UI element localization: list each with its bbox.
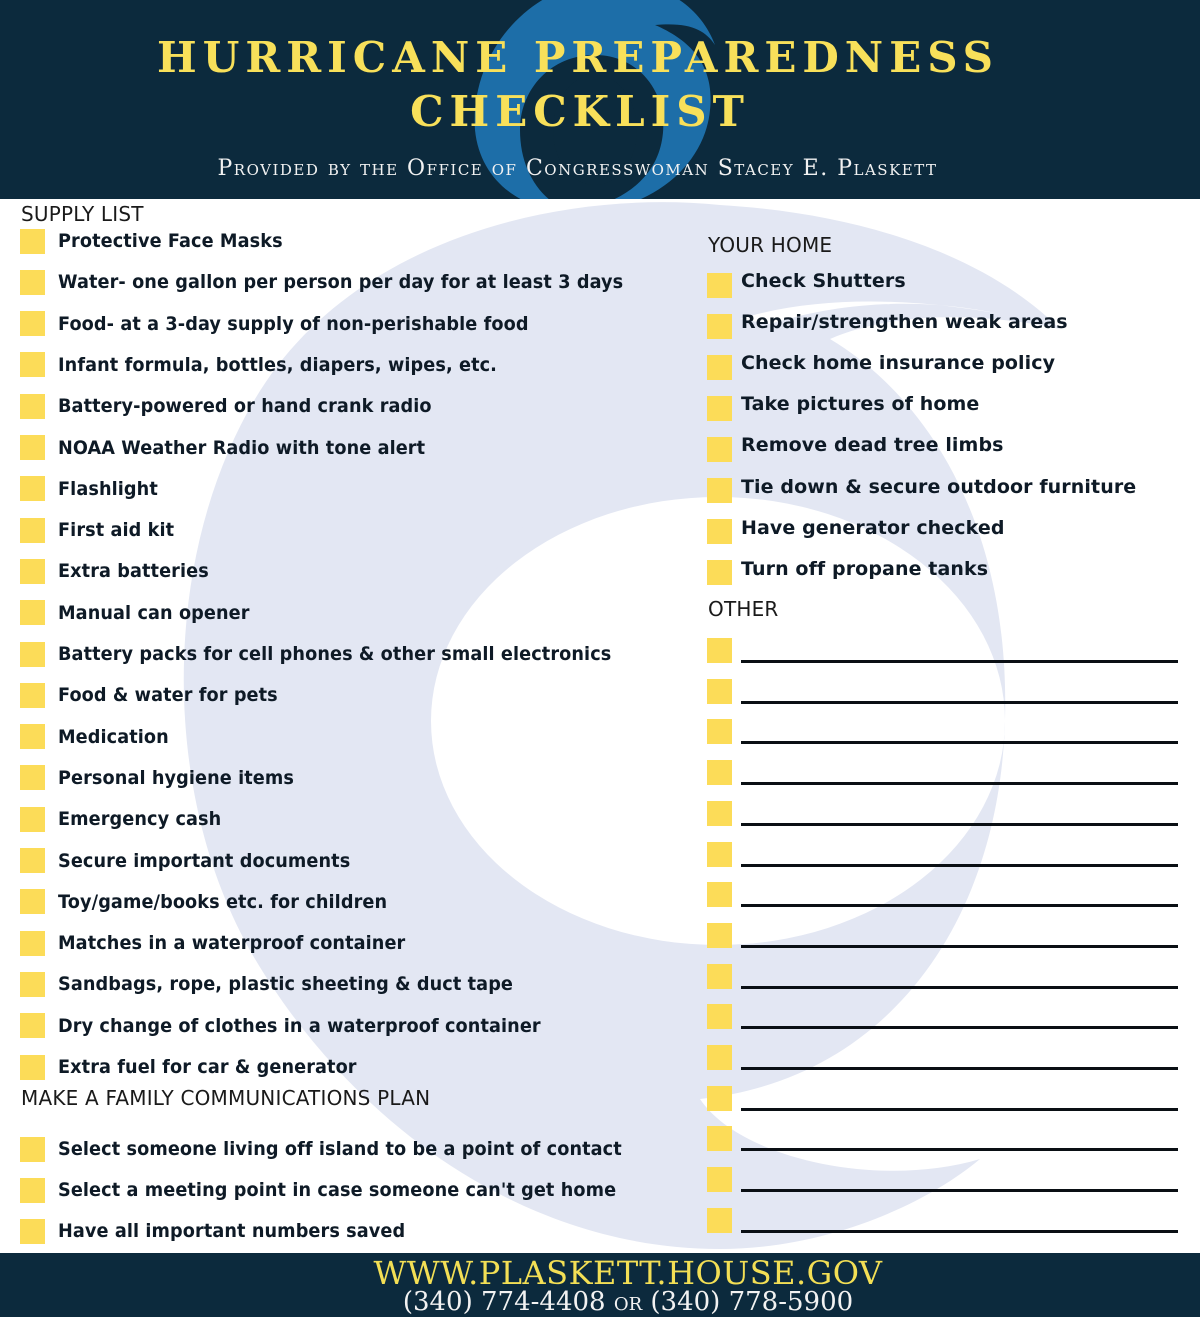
checkbox[interactable]: [20, 518, 45, 543]
checkbox[interactable]: [707, 882, 732, 907]
checklist-item[interactable]: [20, 1052, 379, 1082]
checklist-item-label: Select someone living off island to be a point of contact: [58, 1138, 622, 1160]
subtitle: Provided by the Office of Congresswoman Stacey E. Plaskett: [217, 156, 938, 181]
checklist-item-label: Secure important documents: [58, 849, 351, 872]
checkbox[interactable]: [20, 889, 45, 914]
checklist-item-label: Water- one gallon per person per day for at least 3 days: [58, 271, 624, 294]
checklist-item[interactable]: [20, 433, 453, 463]
checklist-item[interactable]: [20, 556, 220, 586]
checklist-item-label: Have generator checked: [741, 516, 1005, 539]
checkbox[interactable]: [707, 760, 732, 785]
checklist-item-label: Have all important numbers saved: [58, 1220, 406, 1242]
checkbox[interactable]: [707, 478, 732, 503]
checkbox[interactable]: [20, 848, 45, 873]
checkbox[interactable]: [20, 807, 45, 832]
checklist-item[interactable]: [20, 1134, 664, 1164]
checklist-item-label: Battery packs for cell phones & other small electronics: [58, 643, 612, 665]
checklist-item[interactable]: [707, 266, 906, 296]
checklist-item-label: Flashlight: [58, 477, 158, 500]
blank-write-in-line[interactable]: [741, 660, 1178, 663]
checklist-item[interactable]: [20, 309, 564, 339]
checklist-item-label: Personal hygiene items: [58, 766, 294, 789]
checkbox[interactable]: [20, 1178, 45, 1203]
checkbox[interactable]: [20, 765, 45, 790]
checkbox[interactable]: [20, 352, 45, 377]
checkbox[interactable]: [20, 972, 45, 997]
checkbox[interactable]: [707, 560, 732, 585]
checklist-item-label: Emergency cash: [58, 808, 222, 831]
blank-write-in-line[interactable]: [741, 864, 1178, 867]
checkbox[interactable]: [20, 642, 45, 667]
checklist-item-label: Sandbags, rope, plastic sheeting & duct tape: [58, 973, 514, 996]
checklist-item[interactable]: [707, 348, 1055, 378]
checklist-item[interactable]: [707, 472, 1136, 502]
checklist-item[interactable]: [20, 928, 432, 958]
checklist-item[interactable]: [20, 722, 177, 752]
checkbox[interactable]: [707, 355, 732, 380]
checklist-item[interactable]: [20, 804, 234, 834]
title-line-2: CHECKLIST: [410, 87, 750, 136]
checkbox[interactable]: [707, 923, 732, 948]
other-heading: OTHER: [708, 597, 779, 621]
checkbox[interactable]: [707, 1004, 732, 1029]
blank-write-in-line[interactable]: [741, 741, 1178, 744]
checkbox[interactable]: [707, 396, 732, 421]
checkbox[interactable]: [707, 273, 732, 298]
checkbox[interactable]: [20, 931, 45, 956]
checkbox[interactable]: [707, 842, 732, 867]
blank-write-in-line[interactable]: [741, 1148, 1178, 1151]
checklist-item[interactable]: [20, 1216, 431, 1246]
checklist-item-label: Matches in a waterproof container: [58, 932, 406, 955]
checklist-item[interactable]: [20, 887, 412, 917]
checklist-item[interactable]: [707, 389, 979, 419]
checklist-item-label: Battery-powered or hand crank radio: [58, 395, 432, 418]
checkbox[interactable]: [20, 559, 45, 584]
checklist-item[interactable]: [20, 267, 666, 297]
checkbox[interactable]: [20, 1137, 45, 1162]
checklist-item[interactable]: [707, 554, 988, 584]
checklist-item-label: Food & water for pets: [58, 684, 278, 707]
checklist-item-label: Check home insurance policy: [741, 352, 1056, 375]
checklist-item-label: Check Shutters: [741, 270, 906, 292]
checkbox[interactable]: [20, 1013, 45, 1038]
checklist-item[interactable]: [20, 763, 312, 793]
blank-write-in-line[interactable]: [741, 1067, 1178, 1070]
checklist-item[interactable]: [20, 680, 294, 710]
supply-list-heading: SUPPLY LIST: [21, 202, 144, 226]
checklist-item-label: Dry change of clothes in a waterproof container: [58, 1014, 541, 1037]
blank-write-in-line[interactable]: [741, 782, 1178, 785]
checkbox[interactable]: [707, 1167, 732, 1192]
checkbox[interactable]: [20, 394, 45, 419]
checkbox[interactable]: [707, 1126, 732, 1151]
blank-write-in-line[interactable]: [741, 1230, 1178, 1233]
checkbox[interactable]: [20, 683, 45, 708]
checkbox[interactable]: [707, 964, 732, 989]
checkbox[interactable]: [20, 600, 45, 625]
header-banner: [0, 0, 1200, 199]
checkbox[interactable]: [20, 435, 45, 460]
checklist-item[interactable]: [20, 226, 300, 256]
title-line-1: HURRICANE PREPAREDNESS: [157, 33, 999, 82]
checklist-item-label: Infant formula, bottles, diapers, wipes, etc.: [58, 353, 497, 376]
checkbox[interactable]: [707, 437, 732, 462]
checklist-item[interactable]: [707, 513, 1005, 543]
phone-numbers: (340) 774-4408 or (340) 778-5900: [402, 1287, 854, 1317]
checklist-item[interactable]: [20, 391, 460, 421]
checklist-item-label: Food- at a 3-day supply of non-perishable food: [58, 312, 529, 335]
website-link[interactable]: WWW.PLASKETT.HOUSE.GOV: [373, 1254, 883, 1292]
checklist-item[interactable]: [20, 474, 165, 504]
checklist-item[interactable]: [20, 1175, 658, 1205]
checkbox[interactable]: [20, 1219, 45, 1244]
checklist-item-label: Remove dead tree limbs: [741, 434, 1004, 457]
checklist-item-label: Extra fuel for car & generator: [58, 1056, 357, 1078]
blank-write-in-line[interactable]: [741, 823, 1178, 826]
blank-write-in-line[interactable]: [741, 904, 1178, 907]
communications-plan-heading: MAKE A FAMILY COMMUNICATIONS PLAN: [21, 1086, 431, 1110]
checkbox[interactable]: [20, 311, 45, 336]
checkbox[interactable]: [20, 1055, 45, 1080]
your-home-heading: YOUR HOME: [708, 233, 833, 257]
checkbox[interactable]: [707, 679, 732, 704]
checklist-item[interactable]: [20, 1011, 577, 1041]
checkbox[interactable]: [707, 1086, 732, 1111]
checkbox[interactable]: [20, 270, 45, 295]
checkbox[interactable]: [707, 801, 732, 826]
blank-write-in-line[interactable]: [741, 701, 1178, 704]
blank-write-in-line[interactable]: [741, 1026, 1178, 1029]
checklist-item-label: Manual can opener: [58, 601, 250, 624]
checklist-item[interactable]: [20, 846, 372, 876]
checklist-item-label: Tie down & secure outdoor furniture: [741, 475, 1137, 498]
checklist-item-label: Select a meeting point in case someone can't get home: [58, 1179, 617, 1201]
blank-write-in-line[interactable]: [741, 945, 1178, 948]
footer-banner: [0, 1253, 1200, 1317]
checklist-item[interactable]: [20, 969, 547, 999]
blank-write-in-line[interactable]: [741, 1108, 1178, 1111]
checkbox[interactable]: [20, 724, 45, 749]
checklist-item-label: Take pictures of home: [741, 393, 980, 416]
blank-write-in-line[interactable]: [741, 986, 1178, 989]
checkbox[interactable]: [20, 229, 45, 254]
checklist-item[interactable]: [20, 639, 653, 669]
checklist-item-label: First aid kit: [58, 519, 175, 542]
checklist-item-label: Protective Face Masks: [58, 230, 283, 252]
checklist-item[interactable]: [707, 307, 1068, 337]
checklist-item-label: Repair/strengthen weak areas: [741, 311, 1068, 334]
checkbox[interactable]: [707, 519, 732, 544]
checklist-item-label: NOAA Weather Radio with tone alert: [58, 436, 426, 459]
checklist-item[interactable]: [20, 350, 530, 380]
blank-write-in-line[interactable]: [741, 1189, 1178, 1192]
checkbox[interactable]: [707, 1045, 732, 1070]
checkbox[interactable]: [707, 314, 732, 339]
checklist-item-label: Turn off propane tanks: [741, 557, 989, 580]
checklist-item-label: Toy/game/books etc. for children: [58, 890, 388, 913]
checklist-item[interactable]: [20, 598, 264, 628]
checkbox[interactable]: [707, 638, 732, 663]
checklist-item-label: Medication: [58, 725, 169, 748]
checkbox[interactable]: [707, 1208, 732, 1233]
checklist-item-label: Extra batteries: [58, 560, 209, 583]
checklist-item[interactable]: [20, 515, 183, 545]
checkbox[interactable]: [20, 476, 45, 501]
checklist-item[interactable]: [707, 430, 1004, 460]
checkbox[interactable]: [707, 719, 732, 744]
